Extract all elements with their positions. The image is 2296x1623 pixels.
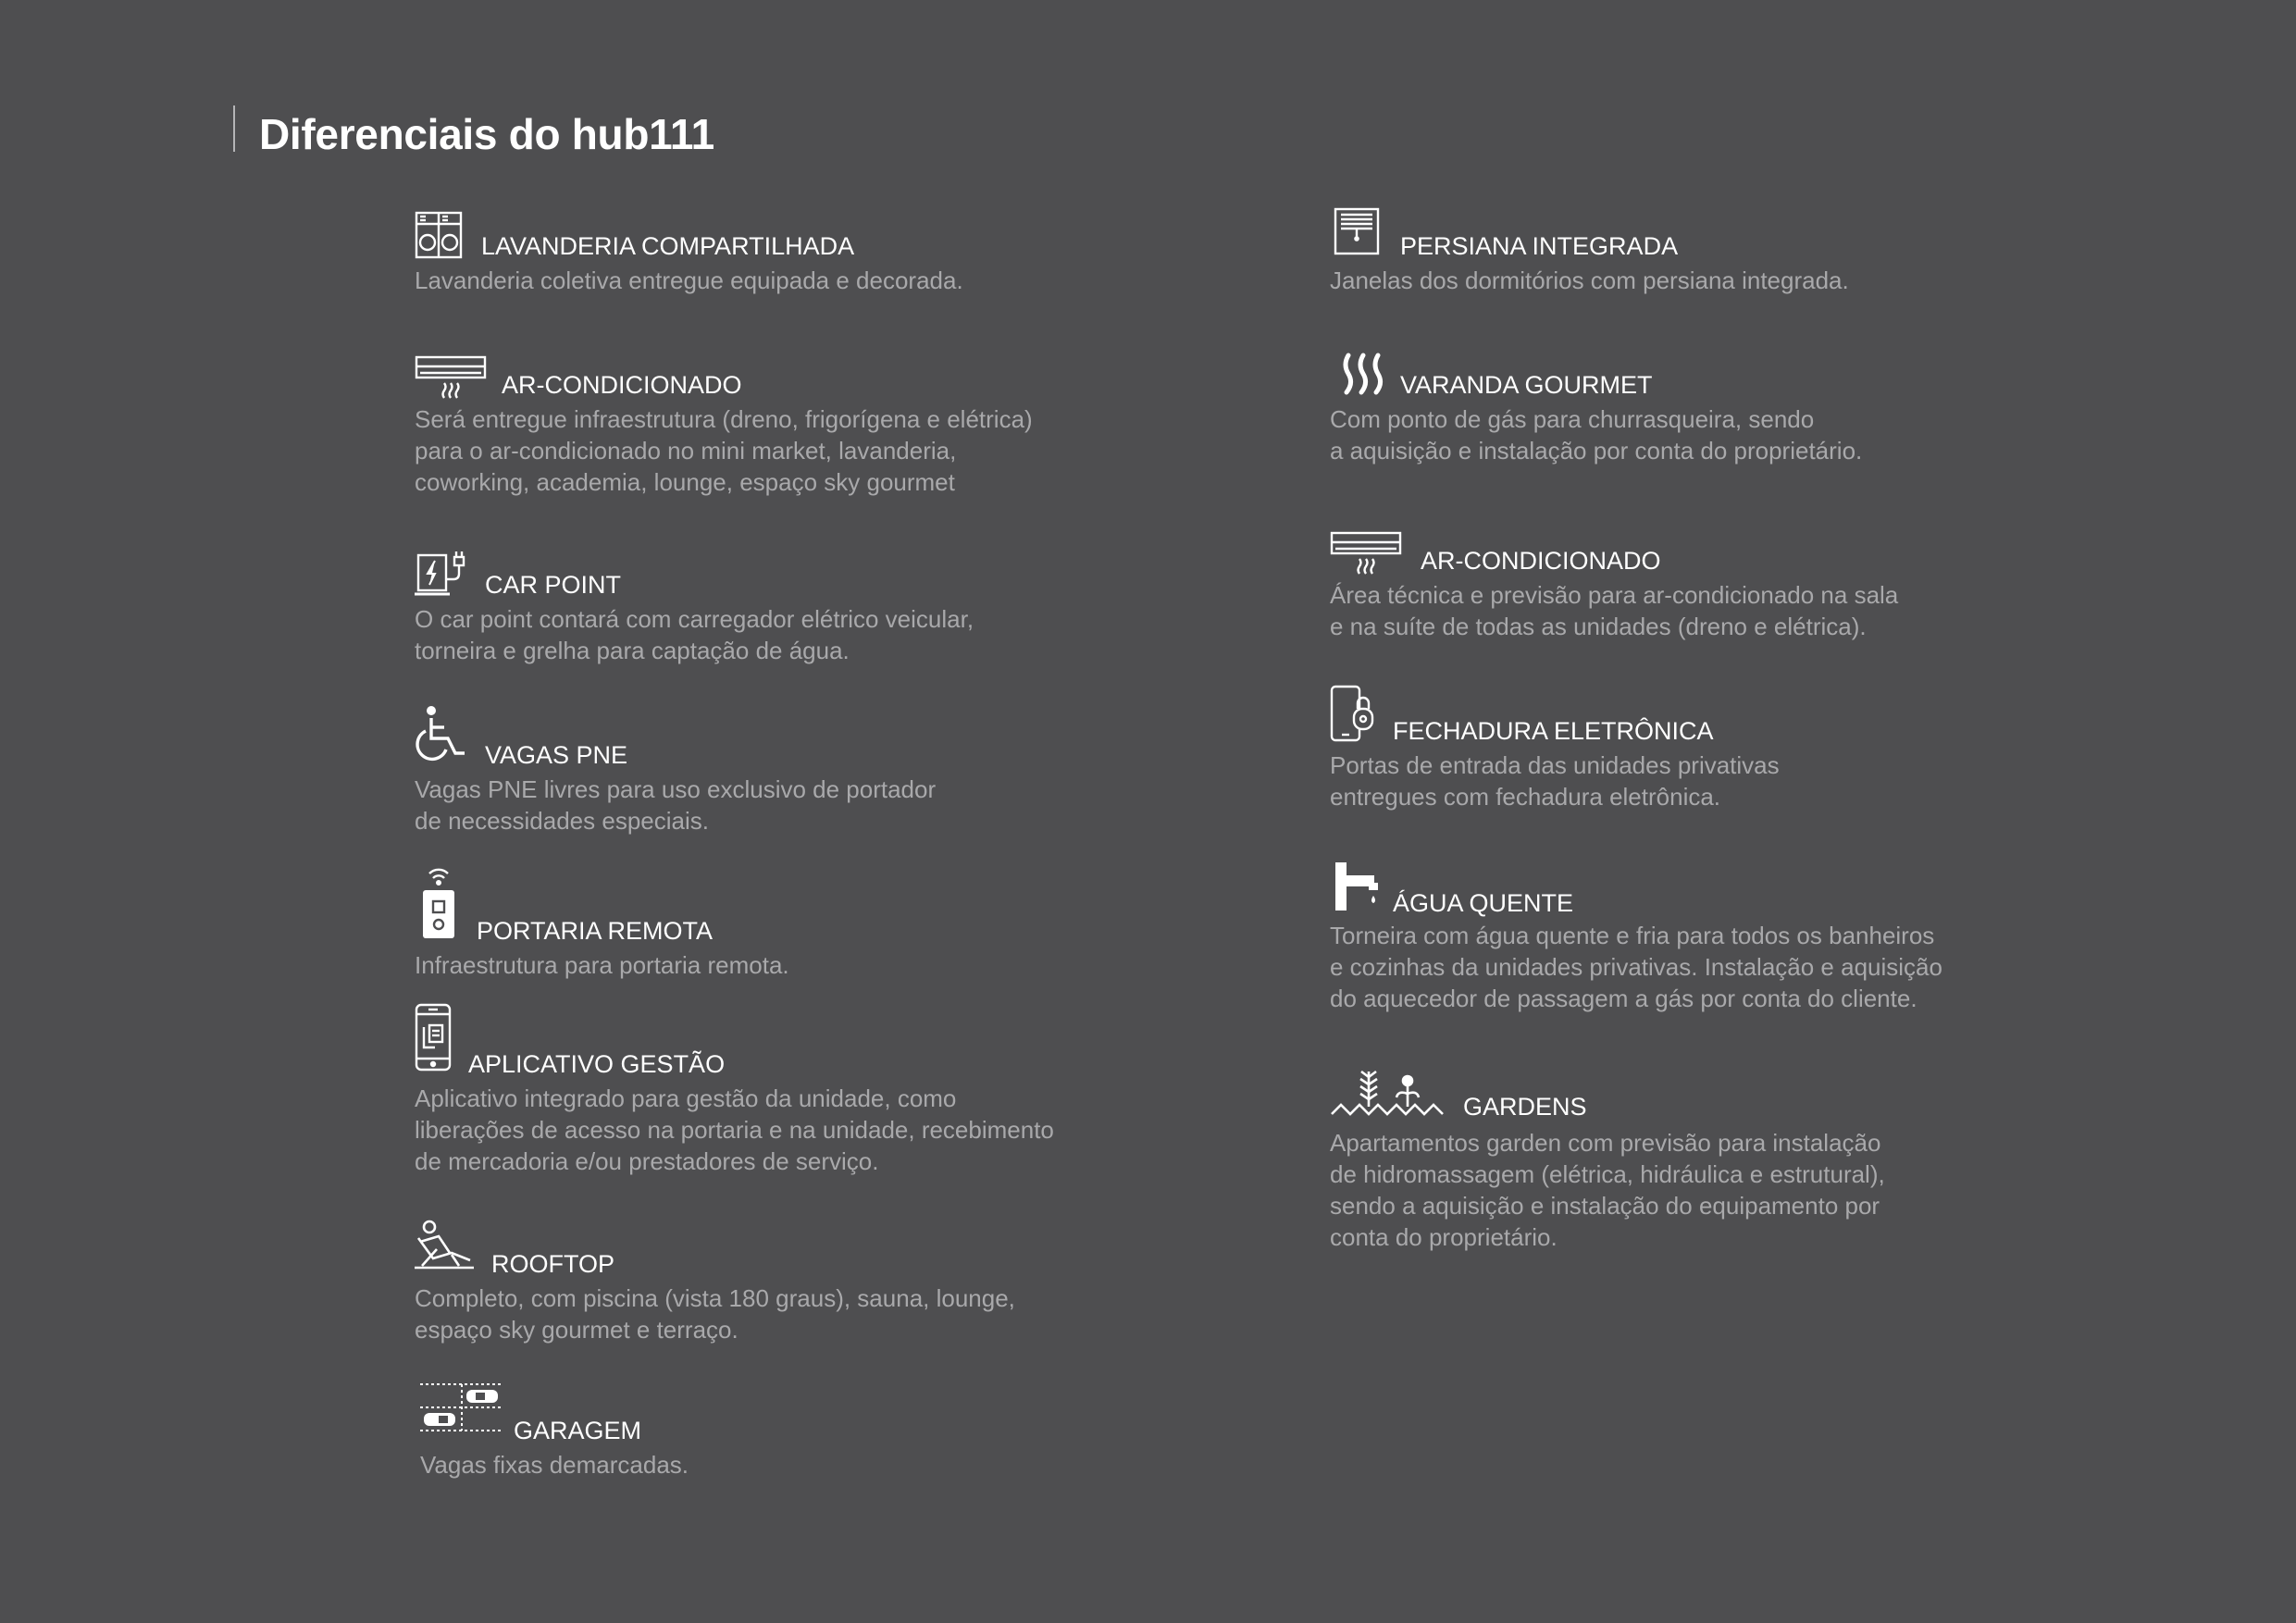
washing-machines-icon bbox=[415, 211, 463, 259]
description-line: e cozinhas da unidades privativas. Instalação e aquisição bbox=[1330, 953, 1942, 981]
feature-description bbox=[1330, 265, 1849, 296]
description-line: Infraestrutura para portaria remota. bbox=[415, 951, 789, 979]
description-line: liberações de acesso na portaria e na unidade, recebimento bbox=[415, 1116, 1054, 1144]
description-line: de hidromassagem (elétrica, hidráulica e estrutural), bbox=[1330, 1160, 1885, 1188]
description-line: entregues com fechadura eletrônica. bbox=[1330, 783, 1721, 811]
description-line: Com ponto de gás para churrasqueira, sendo bbox=[1330, 405, 1815, 433]
feature-title: AR-CONDICIONADO bbox=[502, 371, 742, 399]
smart-lock-icon bbox=[1330, 685, 1380, 744]
feature-description bbox=[1330, 579, 1898, 642]
window-blind-icon bbox=[1334, 207, 1380, 255]
feature-title: ROOFTOP bbox=[491, 1250, 615, 1278]
description-line: espaço sky gourmet e terraço. bbox=[415, 1316, 738, 1344]
feature-title: LAVANDERIA COMPARTILHADA bbox=[481, 232, 855, 260]
feature-title: PORTARIA REMOTA bbox=[477, 917, 714, 945]
description-line: Vagas PNE livres para uso exclusivo de portador bbox=[415, 775, 937, 803]
air-conditioner-icon bbox=[415, 355, 487, 400]
description-line: Área técnica e previsão para ar-condicionado na sala bbox=[1330, 581, 1899, 609]
description-line: Completo, com piscina (vista 180 graus), sauna, lounge, bbox=[415, 1284, 1015, 1312]
ev-charger-icon bbox=[415, 551, 472, 598]
feature-description bbox=[415, 403, 1033, 498]
description-line: sendo a aquisição e instalação do equipamento por bbox=[1330, 1192, 1880, 1220]
remote-intercom-icon bbox=[420, 864, 457, 940]
page-title: Diferenciais do hub111 bbox=[259, 110, 714, 158]
feature-title: CAR POINT bbox=[485, 571, 622, 599]
garden-plants-icon bbox=[1330, 1066, 1452, 1118]
faucet-icon bbox=[1334, 861, 1384, 912]
description-line: Será entregue infraestrutura (dreno, frigorígena e elétrica) bbox=[415, 405, 1033, 433]
description-line: de mercadoria e/ou prestadores de serviço. bbox=[415, 1147, 879, 1175]
feature-description bbox=[1330, 920, 1942, 1014]
feature-description bbox=[415, 603, 974, 666]
feature-title: VAGAS PNE bbox=[485, 741, 628, 769]
feature-description bbox=[420, 1449, 689, 1481]
feature-description bbox=[415, 774, 936, 836]
smartphone-app-icon bbox=[415, 1003, 452, 1072]
description-line: Lavanderia coletiva entregue equipada e decorada. bbox=[415, 266, 963, 294]
feature-description bbox=[1330, 750, 1780, 812]
description-line: Apartamentos garden com previsão para instalação bbox=[1330, 1129, 1881, 1157]
feature-title: GARAGEM bbox=[514, 1417, 642, 1444]
feature-title: APLICATIVO GESTÃO bbox=[468, 1050, 726, 1078]
description-line: Torneira com água quente e fria para todos os banheiros bbox=[1330, 922, 1935, 949]
description-line: para o ar-condicionado no mini market, lavanderia, bbox=[415, 437, 957, 465]
feature-description bbox=[415, 1083, 1054, 1177]
description-line: torneira e grelha para captação de água. bbox=[415, 637, 850, 664]
description-line: O car point contará com carregador elétrico veicular, bbox=[415, 605, 974, 633]
description-line: e na suíte de todas as unidades (dreno e elétrica). bbox=[1330, 613, 1867, 640]
description-line: Portas de entrada das unidades privativas bbox=[1330, 751, 1780, 779]
description-line: conta do proprietário. bbox=[1330, 1223, 1558, 1251]
feature-title: PERSIANA INTEGRADA bbox=[1400, 232, 1679, 260]
sunbed-icon bbox=[415, 1220, 476, 1270]
title-divider bbox=[233, 105, 235, 152]
feature-description bbox=[415, 265, 963, 296]
feature-description bbox=[1330, 1127, 1885, 1253]
feature-title: GARDENS bbox=[1463, 1093, 1587, 1121]
description-line: de necessidades especiais. bbox=[415, 807, 709, 835]
feature-title: FECHADURA ELETRÔNICA bbox=[1393, 717, 1714, 745]
feature-description bbox=[415, 1282, 1015, 1345]
parking-cars-icon bbox=[420, 1381, 503, 1434]
description-line: do aquecedor de passagem a gás por conta do cliente. bbox=[1330, 985, 1917, 1012]
description-line: Janelas dos dormitórios com persiana integrada. bbox=[1330, 266, 1849, 294]
wheelchair-icon bbox=[415, 705, 468, 764]
feature-description bbox=[1330, 403, 1862, 466]
feature-title: ÁGUA QUENTE bbox=[1393, 889, 1574, 917]
description-line: a aquisição e instalação por conta do proprietário. bbox=[1330, 437, 1863, 465]
grill-heat-icon bbox=[1337, 352, 1387, 396]
description-line: Vagas fixas demarcadas. bbox=[420, 1451, 689, 1479]
feature-description bbox=[415, 949, 789, 981]
description-line: coworking, academia, lounge, espaço sky gourmet bbox=[415, 468, 955, 496]
feature-title: VARANDA GOURMET bbox=[1400, 371, 1653, 399]
air-conditioner-icon bbox=[1330, 531, 1402, 576]
description-line: Aplicativo integrado para gestão da unidade, como bbox=[415, 1084, 957, 1112]
feature-title: AR-CONDICIONADO bbox=[1421, 547, 1661, 575]
